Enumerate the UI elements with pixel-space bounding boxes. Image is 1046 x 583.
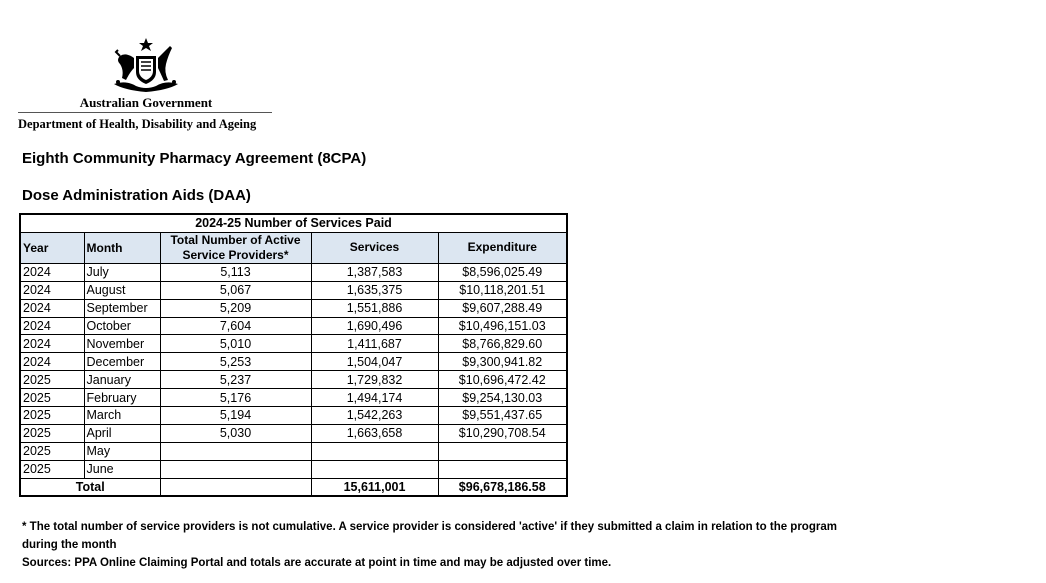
cell-year: 2024 (20, 299, 84, 317)
cell-month: June (84, 460, 160, 478)
cell-services: 1,542,263 (311, 407, 438, 425)
column-header-expenditure: Expenditure (438, 232, 567, 263)
cell-services: 1,387,583 (311, 263, 438, 281)
coat-of-arms-icon (106, 36, 186, 94)
cell-month: July (84, 263, 160, 281)
government-name: Australian Government (79, 95, 213, 110)
government-logo (18, 36, 274, 111)
cell-year: 2025 (20, 442, 84, 460)
cell-expenditure: $9,551,437.65 (438, 407, 567, 425)
table-row (20, 281, 567, 299)
table-row (20, 389, 567, 407)
cell-year: 2025 (20, 424, 84, 442)
cell-services: 1,551,886 (311, 299, 438, 317)
services-table (19, 213, 568, 497)
cell-year: 2024 (20, 281, 84, 299)
cell-expenditure: $9,300,941.82 (438, 353, 567, 371)
cell-expenditure: $9,607,288.49 (438, 299, 567, 317)
total-services: 15,611,001 (311, 478, 438, 496)
table-row (20, 263, 567, 281)
cell-year: 2024 (20, 317, 84, 335)
table-row (20, 335, 567, 353)
table-row (20, 407, 567, 425)
table-header-row (20, 232, 567, 263)
cell-services: 1,690,496 (311, 317, 438, 335)
cell-services: 1,663,658 (311, 424, 438, 442)
footnote: * The total number of service providers is not cumulative. A service provider is considered 'active' if they submitted a claim in relation to the program during the month (22, 521, 837, 551)
total-label: Total (20, 478, 160, 496)
cell-expenditure: $10,118,201.51 (438, 281, 567, 299)
column-header-year: Year (20, 232, 84, 263)
cell-providers: 5,113 (160, 263, 311, 281)
table-row (20, 424, 567, 442)
cell-providers (160, 460, 311, 478)
cell-year: 2025 (20, 371, 84, 389)
cell-expenditure: $10,290,708.54 (438, 424, 567, 442)
cell-month: September (84, 299, 160, 317)
sources-note: Sources: PPA Online Claiming Portal and totals are accurate at point in time and may be adjusted over time. (22, 557, 612, 569)
cell-services: 1,635,375 (311, 281, 438, 299)
cell-providers: 5,209 (160, 299, 311, 317)
cell-month: March (84, 407, 160, 425)
table-row (20, 299, 567, 317)
column-header-providers: Total Number of Active Service Providers* (160, 232, 311, 263)
table-title-row (20, 214, 567, 232)
cell-month: November (84, 335, 160, 353)
cell-expenditure: $9,254,130.03 (438, 389, 567, 407)
cell-providers: 5,010 (160, 335, 311, 353)
table-row (20, 371, 567, 389)
cell-month: December (84, 353, 160, 371)
cell-expenditure: $10,496,151.03 (438, 317, 567, 335)
cell-expenditure: $8,596,025.49 (438, 263, 567, 281)
cell-year: 2025 (20, 407, 84, 425)
cell-providers: 7,604 (160, 317, 311, 335)
cell-services: 1,411,687 (311, 335, 438, 353)
table-row (20, 460, 567, 478)
cell-month: January (84, 371, 160, 389)
cell-year: 2024 (20, 353, 84, 371)
total-expenditure: $96,678,186.58 (438, 478, 567, 496)
total-providers (160, 478, 311, 496)
column-header-month: Month (84, 232, 160, 263)
cell-providers: 5,030 (160, 424, 311, 442)
cell-expenditure: $10,696,472.42 (438, 371, 567, 389)
total-row (20, 478, 567, 496)
cell-providers: 5,067 (160, 281, 311, 299)
column-header-services: Services (311, 232, 438, 263)
cell-services (311, 460, 438, 478)
cell-providers: 5,253 (160, 353, 311, 371)
cell-year: 2024 (20, 335, 84, 353)
cell-services: 1,729,832 (311, 371, 438, 389)
cell-services: 1,504,047 (311, 353, 438, 371)
cell-year: 2024 (20, 263, 84, 281)
cell-month: February (84, 389, 160, 407)
cell-services: 1,494,174 (311, 389, 438, 407)
logo-divider (18, 112, 272, 113)
cell-services (311, 442, 438, 460)
department-name: Department of Health, Disability and Ageing (18, 117, 257, 131)
cell-year: 2025 (20, 460, 84, 478)
cell-providers (160, 442, 311, 460)
cell-expenditure (438, 460, 567, 478)
program-title: Eighth Community Pharmacy Agreement (8CPA) (22, 150, 367, 167)
table-row (20, 353, 567, 371)
table-row (20, 442, 567, 460)
cell-providers: 5,194 (160, 407, 311, 425)
table-title: 2024-25 Number of Services Paid (20, 214, 567, 232)
cell-providers: 5,237 (160, 371, 311, 389)
cell-month: August (84, 281, 160, 299)
cell-month: April (84, 424, 160, 442)
cell-providers: 5,176 (160, 389, 311, 407)
subprogram-title: Dose Administration Aids (DAA) (22, 187, 251, 204)
cell-expenditure: $8,766,829.60 (438, 335, 567, 353)
table-row (20, 317, 567, 335)
cell-expenditure (438, 442, 567, 460)
cell-month: October (84, 317, 160, 335)
cell-month: May (84, 442, 160, 460)
cell-year: 2025 (20, 389, 84, 407)
